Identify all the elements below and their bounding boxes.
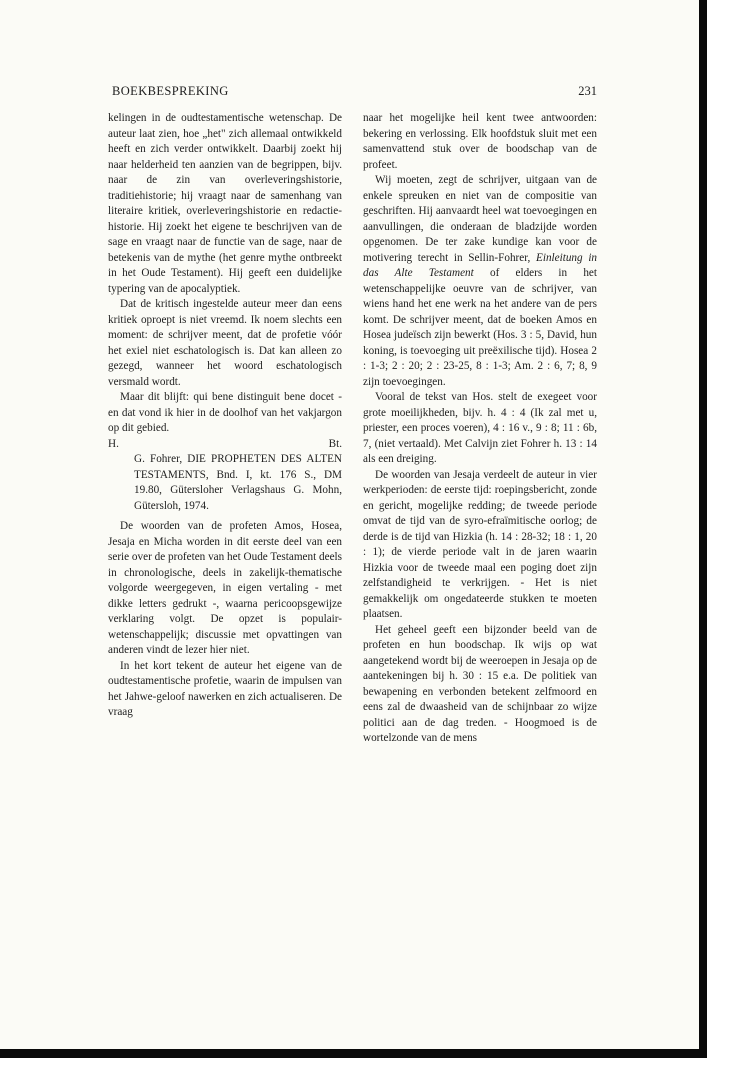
paragraph: naar het mogelijke heil kent twee antwoorden: bekering en verlossing. Elk hoofdstuk sluit met een samenvattend stuk over de boodschap van de profeet. <box>363 112 597 171</box>
paragraph-text: Wij moeten, zegt de schrijver, uitgaan van de enkele spreuken en niet van de compositie van geschriften. Hij aanvaardt heel wat toevoegingen en aanvullingen, die onderaan de bladzijde worden opgenomen. De ter zake kundige kan voor de motivering terecht in Sellin-Fohrer, <box>363 174 597 264</box>
paragraph: De woorden van Jesaja verdeelt de auteur in vier werkperioden: de eerste tijd: roepingsbericht, zonde en gericht, mogelijke redding; de tweede periode omvat de tijd van de syro-efraïmitische oorlog; de derde is de tijd van Hizkia (h. 14 : 28-32; 18 : 1, 20 : 1); de vierde periode valt in de jaren waarin Hizkia voor de tweede maal een poging doet zijn zelfstandigheid te verkrijgen. - Het is niet gemakkelijk om ongedateerde stukken te moeten plaatsen. <box>363 468 597 620</box>
signature-initial: H. <box>108 437 119 450</box>
left-column <box>108 111 342 721</box>
paragraph: Het geheel geeft een bijzonder beeld van de profeten en hun boodschap. Ik wijs op wat aangetekend wordt bij de weeroepen in Jesaja op de aantekeningen bij h. 30 : 15 e.a. De politiek van bewapening en verbonden betekent zelfmoord en eens zal de dwaasheid van de schijnbaar zo wijze politici aan de dag treden. - Hoogmoed is de wortelzonde van de mens <box>363 623 597 744</box>
scan-edge-shadow <box>0 1049 707 1058</box>
book-title-italic: Einleitung in das Alte Testament <box>363 251 598 279</box>
book-reference: G. Fohrer, DIE PROPHETEN DES ALTEN TESTAMENTS, Bnd. I, kt. 176 S., DM 19.80, Gütersloher Verlagshaus G. Mohn, Gütersloh, 1974. <box>134 453 342 512</box>
paragraph: Maar dit blijft: qui bene distinguit bene docet - en dat vond ik hier in de doolhof van het vakjargon op dit gebied. <box>108 391 342 434</box>
paragraph: kelingen in de oudtestamentische wetenschap. De auteur laat zien, hoe „het" zich allemaal ontwikkeld heeft en zich verder ontwikkelt. Daarbij zoekt hij naar helderheid ten aanzien van de begrippen, bijv. naar de zin van overleveringshistorie, traditiehistorie; hij vraagt naar de samenhang van literaire kritiek, overleveringshistorie en redactie-historie. Hij zoekt het eigene te beschrijven van de sage en vraagt naar de functie van de sage, naar de betekenis van de mythe (het genre mythe ontbreekt in het Oude Testament). Hij geeft een duidelijke typering van de apocalyptiek. <box>108 112 342 295</box>
paragraph: In het kort tekent de auteur het eigene van de oudtestamentische profetie, waarin de impulsen van het Jahwe-geloof nawerken en zich actualiseren. De vraag <box>108 659 342 718</box>
paragraph: Vooral de tekst van Hos. stelt de exegeet voor grote moeilijkheden, bijv. h. 4 : 4 (Ik zal met u, priester, een proces voeren), 4 : 16 v., 9 : 8; 11 : 6b, 7, (niet vertaald). Met Calvijn ziet Fohrer h. 13 : 14 als een dreiging. <box>363 391 597 465</box>
paragraph: Dat de kritisch ingestelde auteur meer dan eens kritiek oproept is niet vreemd. Ik noem slechts een moment: de schrijver meent, dat de profetie vóór het exiel niet eschatologisch is. Dat kan alleen zo gezegd, wanneer het woord eschatologisch versmald wordt. <box>108 298 342 388</box>
section-title: BOEKBESPREKING <box>112 84 229 98</box>
right-column <box>363 111 597 747</box>
running-head <box>112 84 597 100</box>
paragraph <box>363 173 597 390</box>
reviewer-signature <box>108 437 342 453</box>
signature-abbrev: Bt. <box>328 437 342 450</box>
page-number: 231 <box>578 84 597 98</box>
paragraph: De woorden van de profeten Amos, Hosea, Jesaja en Micha worden in dit eerste deel van een serie over de profeten van het Oude Testament deels in chronologische, deels in zakelijk-thematische volgorde weergegeven, in eigen vertaling - met dikke letters gedrukt -, waarna pericoopsgewijze verklaring volgt. De opzet is populair-wetenschappelijk; discussie met opvattingen van anderen vindt de lezer hier niet. <box>108 520 342 656</box>
paragraph-text: of elders in het wetenschappelijke oeuvre van de schrijver, van wiens hand het ene werk na het andere van de pers komt. De schrijver meent, dat de boeken Amos en Hosea judeïsch zijn bewerkt (Hos. 3 : 5, David, hun koning, is toevoeging uit preëxilische tijd). Hosea 2 : 1-3; 2 : 20; 2 : 23-25, 8 : 1-3; Am. 2 : 6, 7; 8, 9 zijn toevoegingen. <box>363 267 598 388</box>
scan-edge-shadow <box>699 0 707 1058</box>
